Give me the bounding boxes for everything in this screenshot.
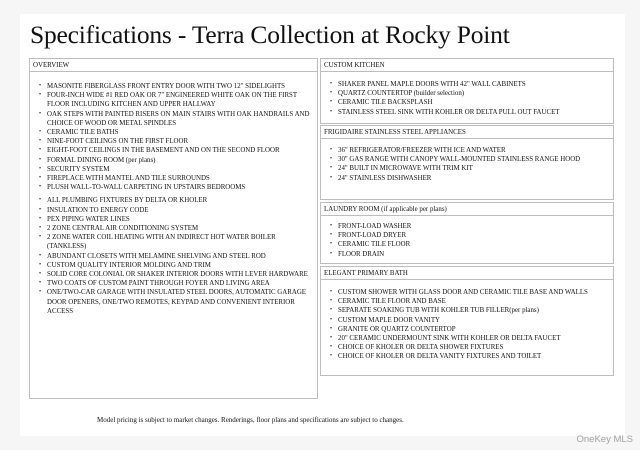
spec-item: • PLUSH WALL-TO-WALL CARPETING IN UPSTAIRS BEDROOMS (30, 183, 317, 192)
page-title: Specifications - Terra Collection at Rocky Point (30, 20, 510, 49)
spec-item: • CERAMIC TILE FLOOR AND BASE (321, 297, 613, 306)
appliances-header: FRIGIDAIRE STAINLESS STEEL APPLIANCES (321, 126, 613, 139)
spec-item: • MASONITE FIBERGLASS FRONT ENTRY DOOR WITH TWO 12" SIDELIGHTS (30, 82, 317, 91)
spec-item: • GRANITE OR QUARTZ COUNTERTOP (321, 325, 613, 334)
spec-item: • NINE-FOOT CEILINGS ON THE FIRST FLOOR (30, 137, 317, 146)
spec-item: • FIREPLACE WITH MANTEL AND TILE SURROUNDS (30, 174, 317, 183)
spec-item: • ABUNDANT CLOSETS WITH MELAMINE SHELVING AND STEEL ROD (30, 252, 317, 261)
spec-item: • ONE/TWO-CAR GARAGE WITH INSULATED STEEL DOORS, AUTOMATIC GARAGE DOOR OPENERS, ONE/TWO REMOTES, KEYPAD AND CONVENIENT INTERIOR ACCESS (30, 288, 317, 316)
spec-item: • SECURITY SYSTEM (30, 165, 317, 174)
appliances-list (321, 146, 613, 183)
overview-header: OVERVIEW (30, 59, 317, 72)
spec-item: • FRONT-LOAD WASHER (321, 222, 613, 231)
primary-bath-header: ELEGANT PRIMARY BATH (321, 267, 613, 280)
spec-item: • 20" CERAMIC UNDERMOUNT SINK WITH KOHLER OR DELTA FAUCET (321, 334, 613, 343)
spec-item: • EIGHT-FOOT CEILINGS IN THE BASEMENT AND ON THE SECOND FLOOR (30, 146, 317, 155)
spec-item: • CUSTOM SHOWER WITH GLASS DOOR AND CERAMIC TILE BASE AND WALLS (321, 288, 613, 297)
spec-item: • QUARTZ COUNTERTOP (builder selection) (321, 89, 613, 98)
spec-item: • CERAMIC TILE BATHS (30, 128, 317, 137)
overview-list (30, 82, 317, 316)
spec-item: • OAK STEPS WITH PAINTED RISERS ON MAIN STAIRS WITH OAK HANDRAILS AND CHOICE OF WOOD OR METAL SPINDLES (30, 110, 317, 128)
appliances-panel (320, 125, 614, 200)
pricing-disclaimer: Model pricing is subject to market changes. Renderings, floor plans and specifications are subject to changes. (97, 416, 404, 424)
spec-item: • CHOICE OF KHOLER OR DELTA VANITY FIXTURES AND TOILET (321, 352, 613, 361)
spec-item: • CUSTOM MAPLE DOOR VANITY (321, 316, 613, 325)
spec-item: • ALL PLUMBING FIXTURES BY DELTA OR KHOLER (30, 196, 317, 205)
spec-item: • STAINLESS STEEL SINK WITH KOHLER OR DELTA PULL OUT FAUCET (321, 108, 613, 117)
custom-kitchen-panel (320, 58, 614, 124)
spec-item: • SHAKER PANEL MAPLE DOORS WITH 42" WALL CABINETS (321, 80, 613, 89)
spec-item: • CHOICE OF KHOLER OR DELTA SHOWER FIXTURES (321, 343, 613, 352)
spec-item: • CERAMIC TILE BACKSPLASH (321, 98, 613, 107)
spec-item: • SOLID CORE COLONIAL OR SHAKER INTERIOR DOORS WITH LEVER HARDWARE (30, 270, 317, 279)
custom-kitchen-header: CUSTOM KITCHEN (321, 59, 613, 72)
spec-item: • INSULATION TO ENERGY CODE (30, 206, 317, 215)
onekey-mls-watermark: OneKey MLS (576, 434, 633, 445)
spec-item: • CERAMIC TILE FLOOR (321, 240, 613, 249)
overview-panel (29, 58, 318, 399)
spec-item: • 24" STAINLESS DISHWASHER (321, 174, 613, 183)
laundry-header: LAUNDRY ROOM (if applicable per plans) (321, 203, 613, 216)
spec-item: • 36" REFRIGERATOR/FREEZER WITH ICE AND WATER (321, 146, 613, 155)
spec-item: • FORMAL DINING ROOM (per plans) (30, 156, 317, 165)
spec-item: • 2 ZONE WATER COIL HEATING WITH AN INDIRECT HOT WATER BOILER (TANKLESS) (30, 233, 317, 251)
spec-item: • FRONT-LOAD DRYER (321, 231, 613, 240)
spec-item: • TWO COATS OF CUSTOM PAINT THROUGH FOYER AND LIVING AREA (30, 279, 317, 288)
spec-item: • 30" GAS RANGE WITH CANOPY WALL-MOUNTED STAINLESS RANGE HOOD (321, 155, 613, 164)
primary-bath-panel (320, 266, 614, 376)
laundry-panel (320, 202, 614, 264)
spec-sheet (20, 14, 625, 436)
spec-item: • PEX PIPING WATER LINES (30, 215, 317, 224)
spec-item: • SEPARATE SOAKING TUB WITH KOHLER TUB FILLER(per plans) (321, 306, 613, 315)
spec-item: • FLOOR DRAIN (321, 250, 613, 259)
spec-item: • 24" BUILT IN MICROWAVE WITH TRIM KIT (321, 164, 613, 173)
spec-item: • 2 ZONE CENTRAL AIR CONDITIONING SYSTEM (30, 224, 317, 233)
spec-item: • CUSTOM QUALITY INTERIOR MOLDING AND TRIM (30, 261, 317, 270)
laundry-list (321, 222, 613, 259)
spec-item: • FOUR-INCH WIDE #1 RED OAK OR 7" ENGINEERED WHITE OAK ON THE FIRST FLOOR INCLUDING KITCHEN AND UPPER HALLWAY (30, 91, 317, 109)
custom-kitchen-list (321, 80, 613, 117)
primary-bath-list (321, 288, 613, 362)
